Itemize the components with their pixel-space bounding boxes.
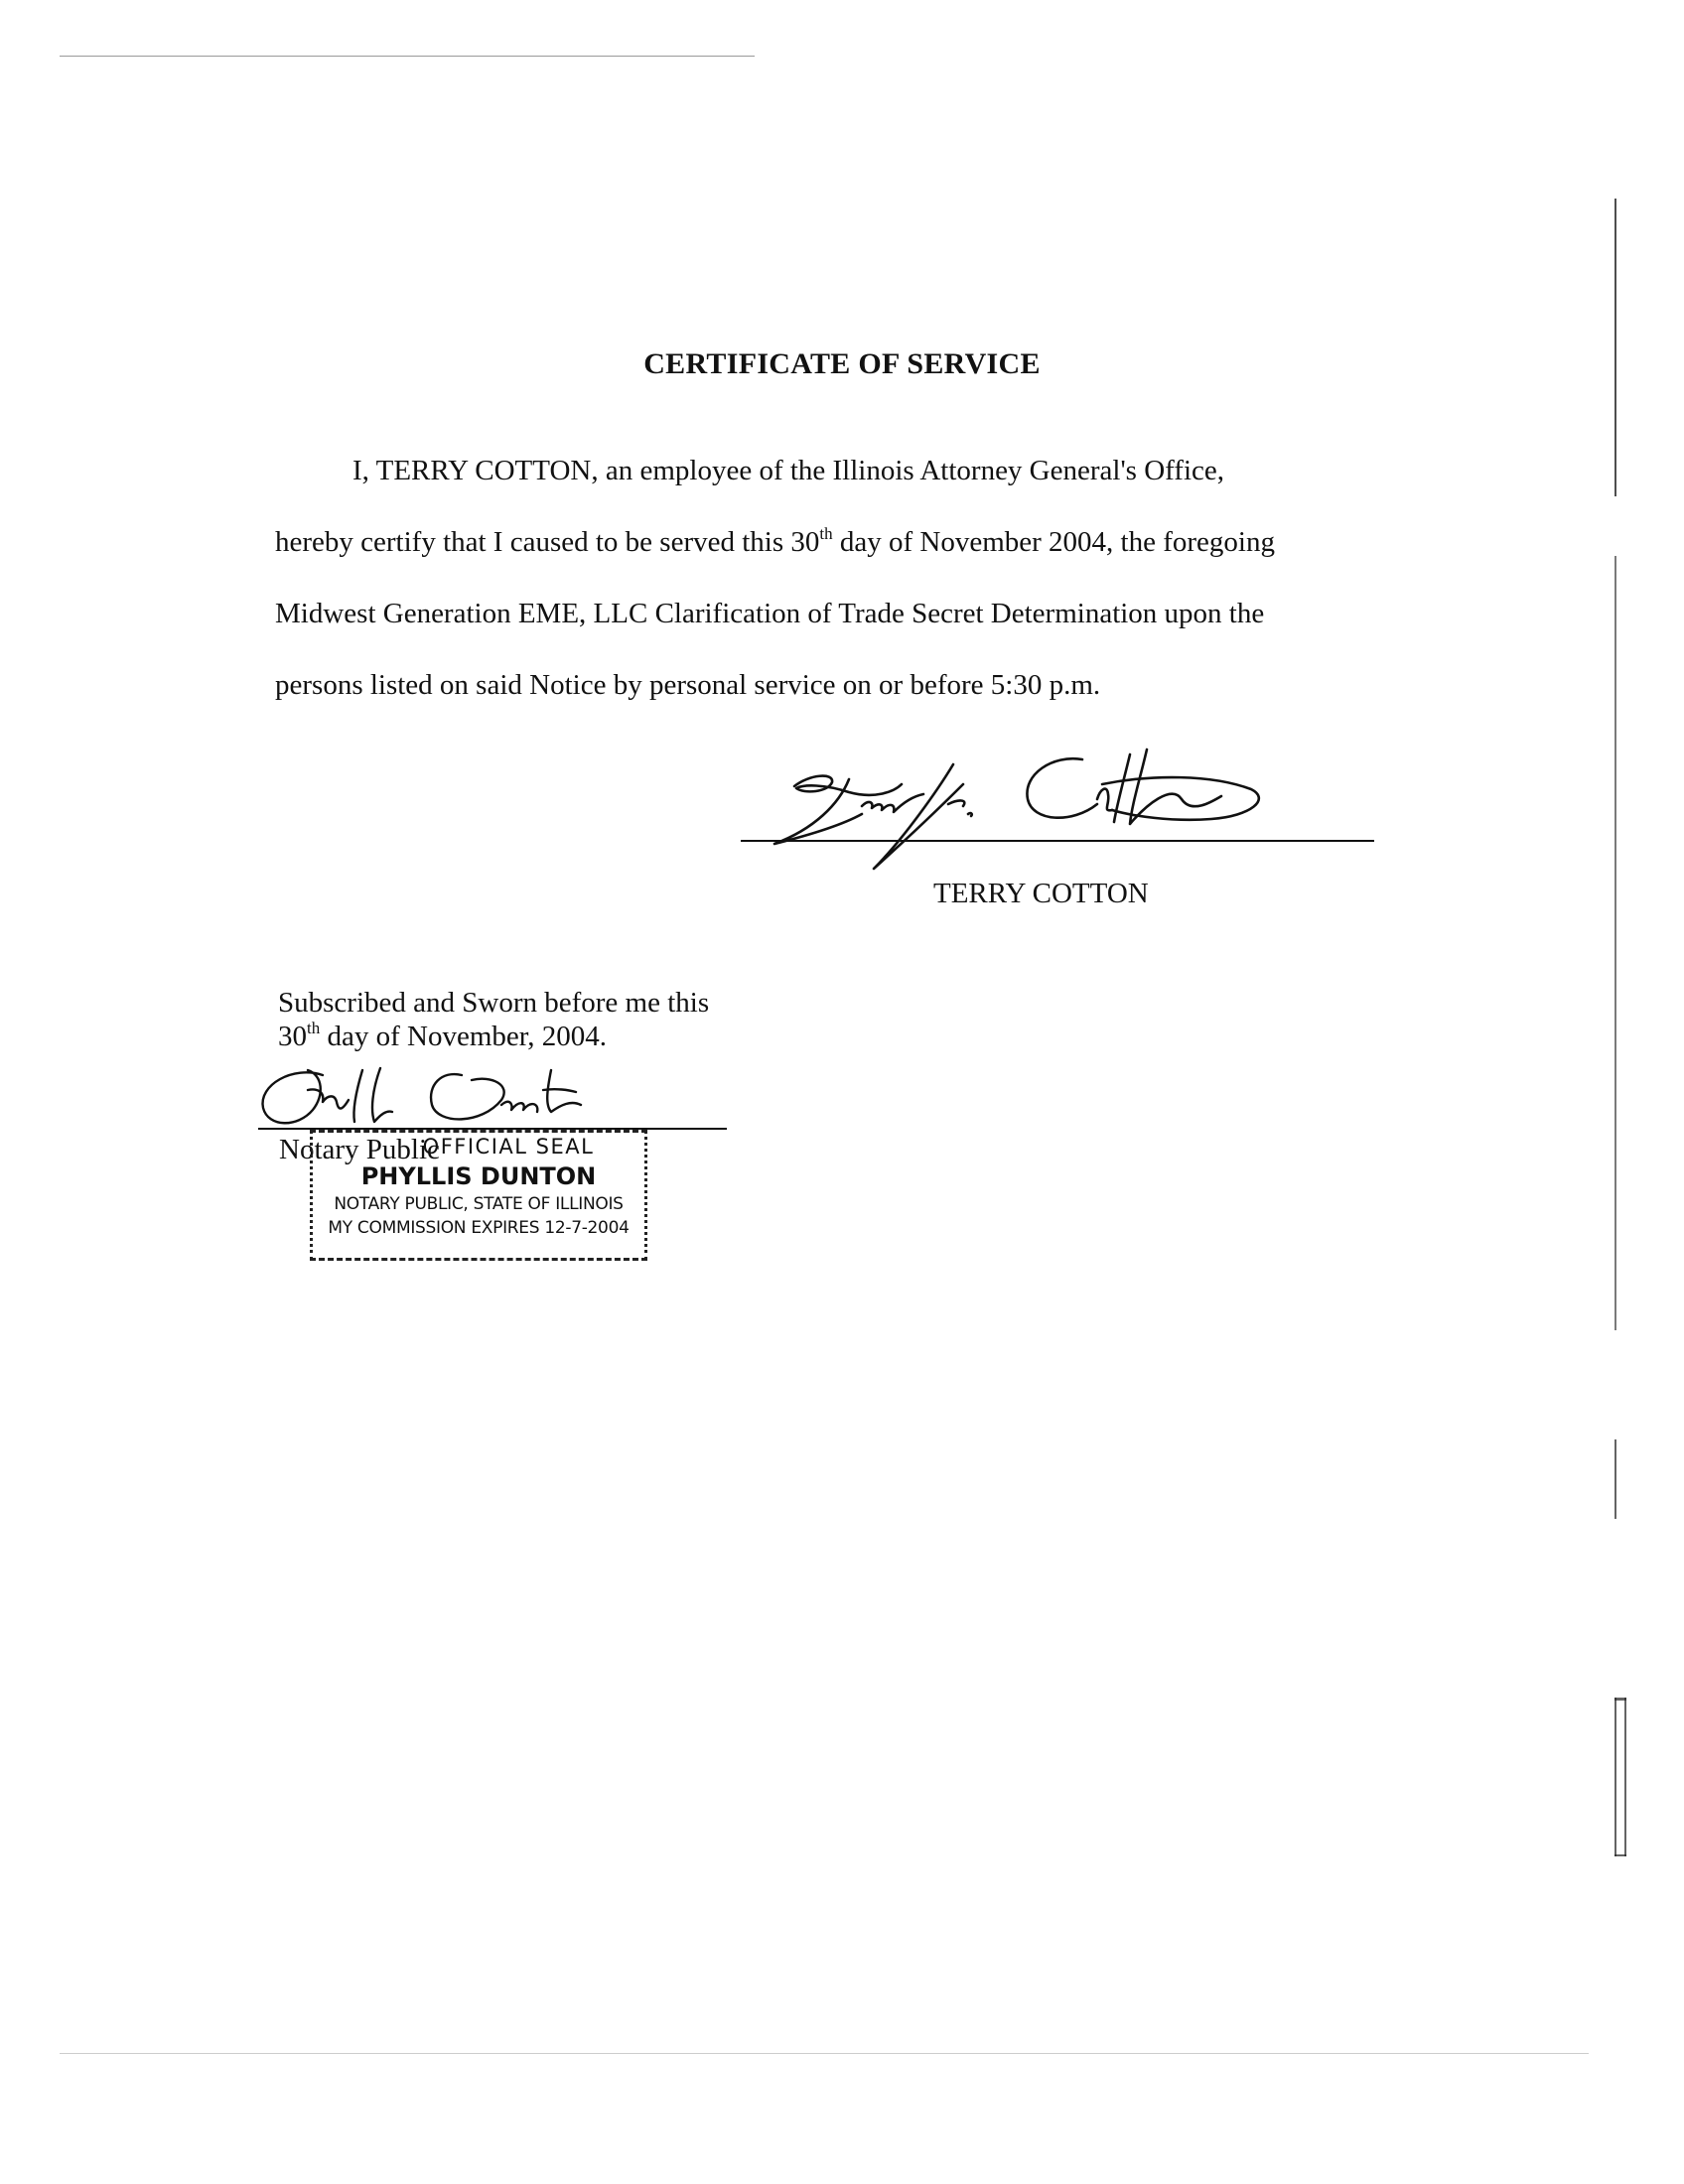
notary-seal <box>310 1130 647 1261</box>
body-line-2-pre: hereby certify that I caused to be served this 30 <box>275 526 820 558</box>
seal-heading: OFFICIAL SEAL <box>422 1135 595 1159</box>
body-line-1-text: I, TERRY COTTON, an employee of the Illinois Attorney General's Office, <box>352 455 1225 486</box>
jurat-line-2-sup: th <box>307 1019 321 1037</box>
body-line-4-text: persons listed on said Notice by personal service on or before 5:30 p.m. <box>275 669 1101 701</box>
scan-artifact-top <box>60 56 755 57</box>
body-line-3-text: Midwest Generation EME, LLC Clarification of Trade Secret Determination upon the <box>275 598 1265 629</box>
seal-line-3: NOTARY PUBLIC, STATE OF ILLINOIS <box>334 1194 624 1214</box>
document-title: CERTIFICATE OF SERVICE <box>643 347 1041 380</box>
seal-line-4: MY COMMISSION EXPIRES 12-7-2004 <box>328 1218 630 1238</box>
signer-name: TERRY COTTON <box>933 878 1149 909</box>
body-line-3 <box>275 598 1264 630</box>
body-line-2 <box>275 526 1275 559</box>
body-line-2-sup: th <box>819 524 833 543</box>
signer-signature <box>755 745 1311 884</box>
jurat-line-1 <box>278 987 709 1020</box>
jurat-line-2-pre: 30 <box>278 1021 307 1052</box>
scan-artifact-right-6 <box>1624 1698 1626 1856</box>
scan-artifact-bottom <box>60 2053 1589 2054</box>
notary-label: Notary Public <box>279 1134 440 1165</box>
jurat-line-2-post: day of November, 2004. <box>320 1021 608 1052</box>
seal-name: PHYLLIS DUNTON <box>360 1162 597 1190</box>
scan-artifact-right-2 <box>1614 556 1616 1330</box>
signer-signature-line <box>741 840 1374 842</box>
jurat-line-1-text: Subscribed and Sworn before me this <box>278 987 710 1019</box>
body-line-1 <box>352 455 1224 487</box>
scan-artifact-right-5 <box>1614 1698 1616 1856</box>
scan-artifact-right-3 <box>1614 1439 1616 1519</box>
scan-artifact-right-7 <box>1614 1854 1626 1856</box>
body-line-4 <box>275 669 1100 702</box>
body-line-2-post: day of November 2004, the foregoing <box>832 526 1275 558</box>
jurat-line-2 <box>278 1021 607 1053</box>
